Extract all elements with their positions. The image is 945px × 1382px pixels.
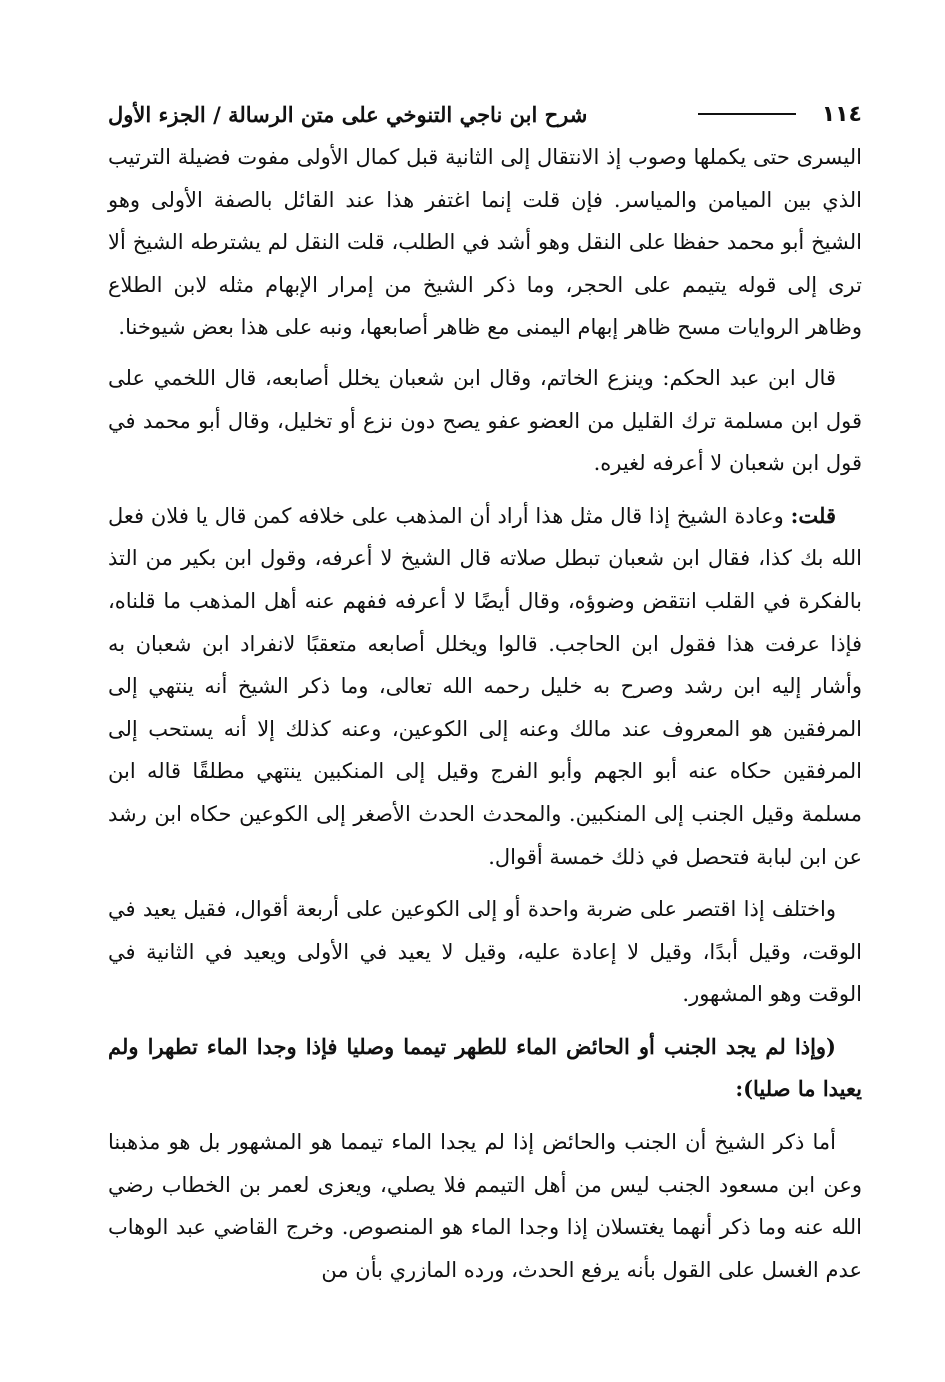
header-rule bbox=[698, 113, 796, 115]
paragraph-4: واختلف إذا اقتصر على ضربة واحدة أو إلى الكوعين على أربعة أقوال، فقيل يعيد في الوقت، وقيل أبدًا، وقيل لا إعادة عليه، وقيل لا يعيد في الأولى ويعيد في الثانية في الوقت وهو المشهور. bbox=[108, 897, 862, 1007]
paragraph-1: اليسرى حتى يكملها وصوب إذ الانتقال إلى الثانية قبل كمال الأولى مفوت فضيلة الترتيب الذي بين الميامن والمياسر. فإن قلت إنما اغتفر هذا عند القائل بالصفة الأولى وهو الشيخ أبو محمد حفظا على النقل وهو أشد في الطلب، قلت النقل لم يشترطه الشيخ ألا ترى إلى قوله يتيمم على الحجر، وما ذكر الشيخ من إمرار الإبهام مثله لابن الطلاع وظاهر الروايات مسح ظاهر إبهام اليمنى مع ظاهر أصابعها، ونبه على هذا بعض شيوخنا. bbox=[108, 145, 862, 340]
paragraph-6: أما ذكر الشيخ أن الجنب والحائض إذا لم يجدا الماء تيمما هو المشهور بل هو مذهبنا وعن ابن مسعود الجنب ليس من أهل التيمم فلا يصلي، ويعزى لعمر بن الخطاب رضي الله عنه وما ذكر أنهما يغتسلان إذا وجدا الماء هو المنصوص. وخرج القاضي عبد الوهاب عدم الغسل على القول بأنه يرفع الحدث، ورده المازري بأن من bbox=[108, 1130, 862, 1282]
paragraph-3 bbox=[108, 495, 862, 878]
page-header bbox=[108, 92, 862, 136]
page-number: ١١٤ bbox=[821, 101, 862, 127]
document-page bbox=[108, 92, 862, 1291]
paragraph-3-text: وعادة الشيخ إذا قال مثل هذا أراد أن المذهب على خلافه كمن قال يا فلان فعل الله بك كذا، فقال ابن شعبان تبطل صلاته قال الشيخ لا أعرفه، وقول ابن بكير من التذ بالفكرة في القلب انتقض وضوؤه، وقال أيضًا لا أعرفه ففهم عنه أهل المذهب ما قلناه، فإذا عرفت هذا فقول ابن الحاجب. قالوا ويخلل أصابعه متعقبًا لانفراد ابن شعبان به وأشار إليه ابن رشد وصرح به خليل رحمه الله تعالى، وما ذكر الشيخ أنه ينتهي إلى المرفقين هو المعروف عند مالك وعنه إلى الكوعين، وعنه كذلك إلا أنه يستحب إلى المرفقين حكاه عنه أبو الجهم وأبو الفرج وقيل إلى المنكبين ينتهي مطلقًا قاله ابن مسلمة وقيل الجنب إلى المنكبين. والمحدث الحدث الأصغر إلى الكوعين حكاه ابن رشد عن ابن لبابة فتحصل في ذلك خمسة أقوال. bbox=[108, 503, 862, 869]
paragraph-2: قال ابن عبد الحكم: وينزع الخاتم، وقال ابن شعبان يخلل أصابعه، قال اللخمي على قول ابن مسلمة ترك القليل من العضو عفو يصح دون نزع أو تخليل، وقال أبو محمد في قول ابن شعبان لا أعرفه لغيره. bbox=[108, 365, 862, 476]
paragraph-3-lead: قلت: bbox=[790, 502, 836, 528]
running-title: شرح ابن ناجي التنوخي على متن الرسالة / الجزء الأول bbox=[108, 101, 588, 127]
matn-quote: (وإذا لم يجد الجنب أو الحائض الماء للطهر تيمما وصليا فإذا وجدا الماء تطهرا ولم يعيدا ما صليا): bbox=[108, 1033, 862, 1102]
